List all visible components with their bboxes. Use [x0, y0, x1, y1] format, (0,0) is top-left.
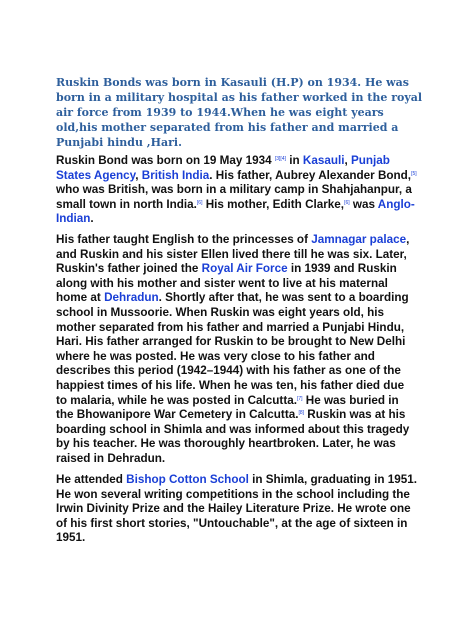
- text-segment: His father taught English to the princesses of: [56, 233, 312, 246]
- text-segment: . Shortly after that, he was sent to a boarding school in Mussoorie. When Ruskin was eight years old, his mother separated from his father and married a Punjabi Hindu, Hari. His father arranged for Ruskin to be brought to New Delhi where he was posted. He was very close to his father and describes this period (1942–1944) with his father as one of the happiest times of his life. When he was ten, his father died due to malaria, while he was posted in Calcutta.: [56, 291, 409, 407]
- text-segment: Ruskin Bond was born on 19 May 1934: [56, 154, 275, 167]
- text-segment: . His father, Aubrey Alexander Bond,: [209, 168, 412, 182]
- text-segment: , and Ruskin and his sister Ellen lived there till he was six. Later, Ruskin's father joined the: [56, 233, 410, 276]
- citation-link[interactable]: [6]: [344, 199, 350, 206]
- british-india-link[interactable]: British India: [141, 168, 210, 182]
- text-segment: He was buried in the Bhowanipore War Cemetery in Calcutta.: [56, 393, 399, 422]
- punjab-states-agency-link[interactable]: Punjab States Agency: [56, 154, 390, 182]
- bishop-cotton-school-link[interactable]: Bishop Cotton School: [126, 473, 249, 486]
- royal-air-force-link[interactable]: Royal Air Force: [201, 262, 288, 276]
- text-segment: ,: [135, 168, 142, 182]
- text-segment: was: [349, 197, 378, 211]
- education-paragraph: [56, 473, 418, 546]
- text-segment: in Shimla, graduating in 1951. He won several writing competitions in the school including the Irwin Divinity Prize and the Hailey Literature Prize. He wrote one of his first short stories, "Untouchable", at the age of sixteen in 1951.: [56, 473, 418, 545]
- citation-link[interactable]: [7]: [296, 395, 303, 402]
- citation-link[interactable]: [8]: [298, 410, 305, 417]
- jamnagar-palace-link[interactable]: Jamnagar palace: [311, 233, 407, 246]
- text-segment: He attended: [56, 473, 127, 486]
- text-segment: ,: [344, 154, 351, 167]
- anglo-indian-link[interactable]: Anglo-Indian: [56, 197, 415, 226]
- citation-link[interactable]: [3][4]: [274, 156, 286, 162]
- birth-paragraph: [56, 154, 418, 227]
- text-segment: in: [286, 154, 303, 167]
- childhood-paragraph: [56, 233, 418, 467]
- dehradun-link[interactable]: Dehradun: [104, 291, 159, 305]
- summary-heading: Ruskin Bonds was born in Kasauli (H.P) on 1934. He was born in a military hospital as his father worked in the royal air force from 1939 to 1944.When he was eight years old,his mother separated from his father and married a Punjabi hindu ,Hari.: [56, 76, 423, 149]
- text-segment: His mother, Edith Clarke,: [202, 197, 345, 211]
- text-segment: .: [90, 212, 94, 226]
- citation-link[interactable]: [5]: [411, 170, 417, 177]
- text-segment: in 1939 and Ruskin along with his mother and sister went to live at his maternal home at: [56, 262, 397, 305]
- citation-link[interactable]: [6]: [196, 199, 203, 206]
- text-segment: Ruskin was at his boarding school in Shimla and was informed about this tragedy by his teacher. He was thoroughly heartbroken. Later, he was raised in Dehradun.: [56, 408, 410, 465]
- kasauli-link[interactable]: Kasauli: [302, 154, 345, 167]
- text-segment: who was British, was born in a military camp in Shahjahanpur, a small town in north India.: [56, 183, 412, 211]
